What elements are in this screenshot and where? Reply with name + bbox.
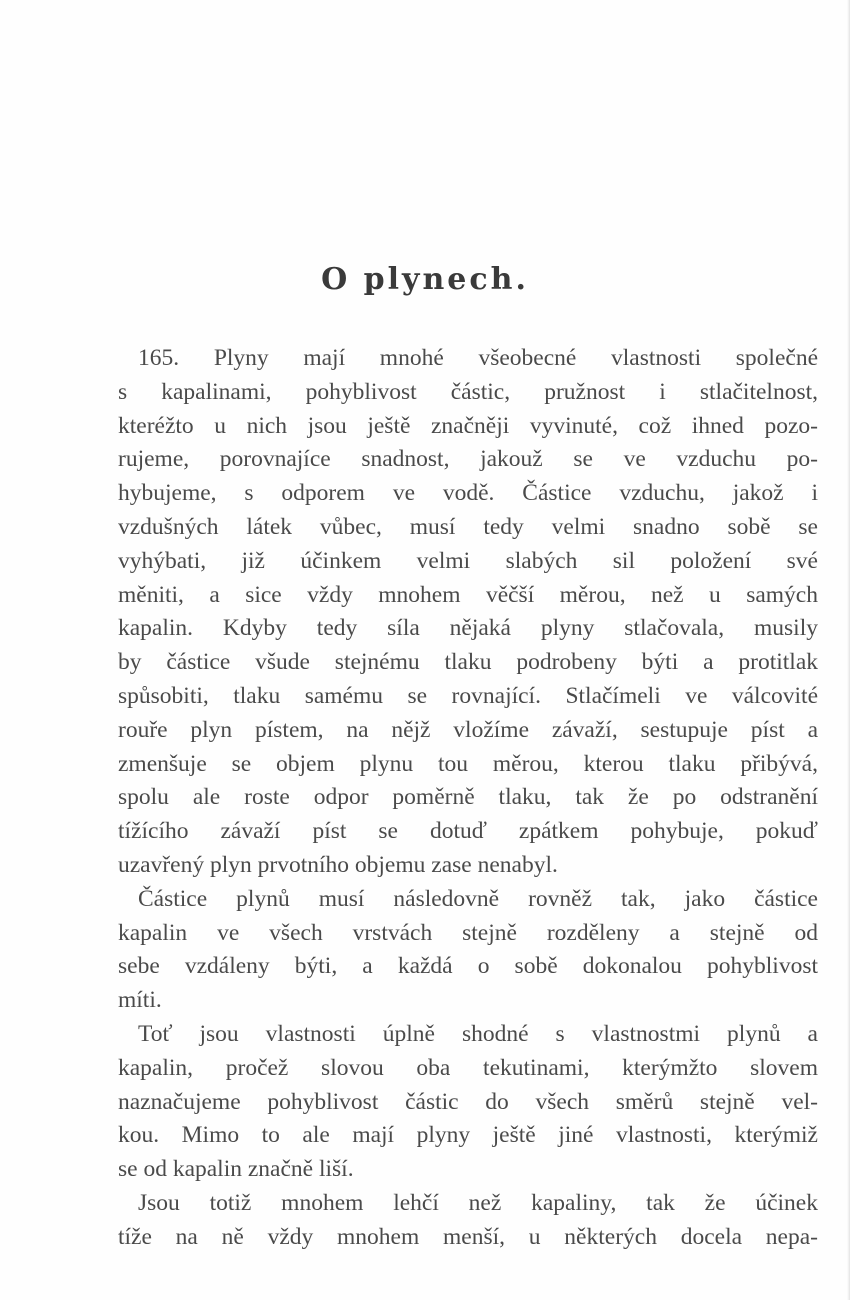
paragraph [118,1018,818,1187]
text-line: by částice všude stejnému tlaku podrobeny býti a protitlak [118,649,818,676]
text-line: sebe vzdáleny býti, a každá o sobě dokonalou pohyblivost [118,953,818,980]
text-line: tíže na ně vždy mnohem menší, u některých docela nepa- [118,1223,818,1250]
text-line: vyhýbati, již účinkem velmi slabých sil položení své [118,547,818,574]
text-line: kou. Mimo to ale mají plyny ještě jiné vlastnosti, kterýmiž [118,1122,818,1149]
text-line: vzdušných látek vůbec, musí tedy velmi snadno sobě se [118,513,818,540]
text-line: spůsobiti, tlaku samému se rovnající. Stlačímeli ve válcovité [118,682,818,709]
text-line: 165. Plyny mají mnohé všeobecné vlastnosti společné [138,345,818,371]
text-line: zmenšuje se objem plynu tou měrou, kterou tlaku přibývá, [118,750,818,777]
text-line: naznačujeme pohyblivost částic do všech směrů stejně vel- [118,1088,818,1115]
text-line: rujeme, porovnajíce snadnost, jakouž se ve vzduchu po- [118,446,818,473]
text-line: míti. [118,987,162,1014]
text-line: tížícího závaží píst se dotuď zpátkem pohybuje, pokuď [118,818,818,845]
paragraph [118,883,818,1018]
text-line: Jsou totiž mnohem lehčí než kapaliny, tak že účinek [138,1189,818,1216]
text-line: rouře plyn pístem, na nějž vložíme závaží, sestupuje píst a [118,716,818,743]
text-line: měniti, a sice vždy mnohem věčší měrou, než u samých [118,581,818,608]
text-line: Toť jsou vlastnosti úplně shodné s vlastnostmi plynů a [138,1020,818,1047]
text-line: kapalin ve všech vrstvách stejně rozděleny a stejně od [118,919,818,946]
text-line: Částice plynů musí následovně rovněž tak, jako částice [138,885,818,912]
text-line: kteréžto u nich jsou ještě značněji vyvinuté, což ihned pozo- [118,412,818,439]
body-text [118,342,818,1255]
text-line: uzavřený plyn prvotního objemu zase nenabyl. [118,851,558,878]
text-line: kapalin, pročež slovou oba tekutinami, kterýmžto slovem [118,1054,818,1081]
paragraph [118,1187,818,1255]
paragraph-165 [118,342,818,883]
chapter-title: O plynech. [321,262,529,297]
text-line: s kapalinami, pohyblivost částic, pružnost i stlačitelnost, [118,378,818,405]
text-line: spolu ale roste odpor poměrně tlaku, tak že po odstranění [118,784,818,811]
text-line: kapalin. Kdyby tedy síla nějaká plyny stlačovala, musily [118,615,818,642]
text-line: se od kapalin značně liší. [118,1156,354,1183]
text-line: hybujeme, s odporem ve vodě. Částice vzduchu, jakož i [118,480,818,507]
